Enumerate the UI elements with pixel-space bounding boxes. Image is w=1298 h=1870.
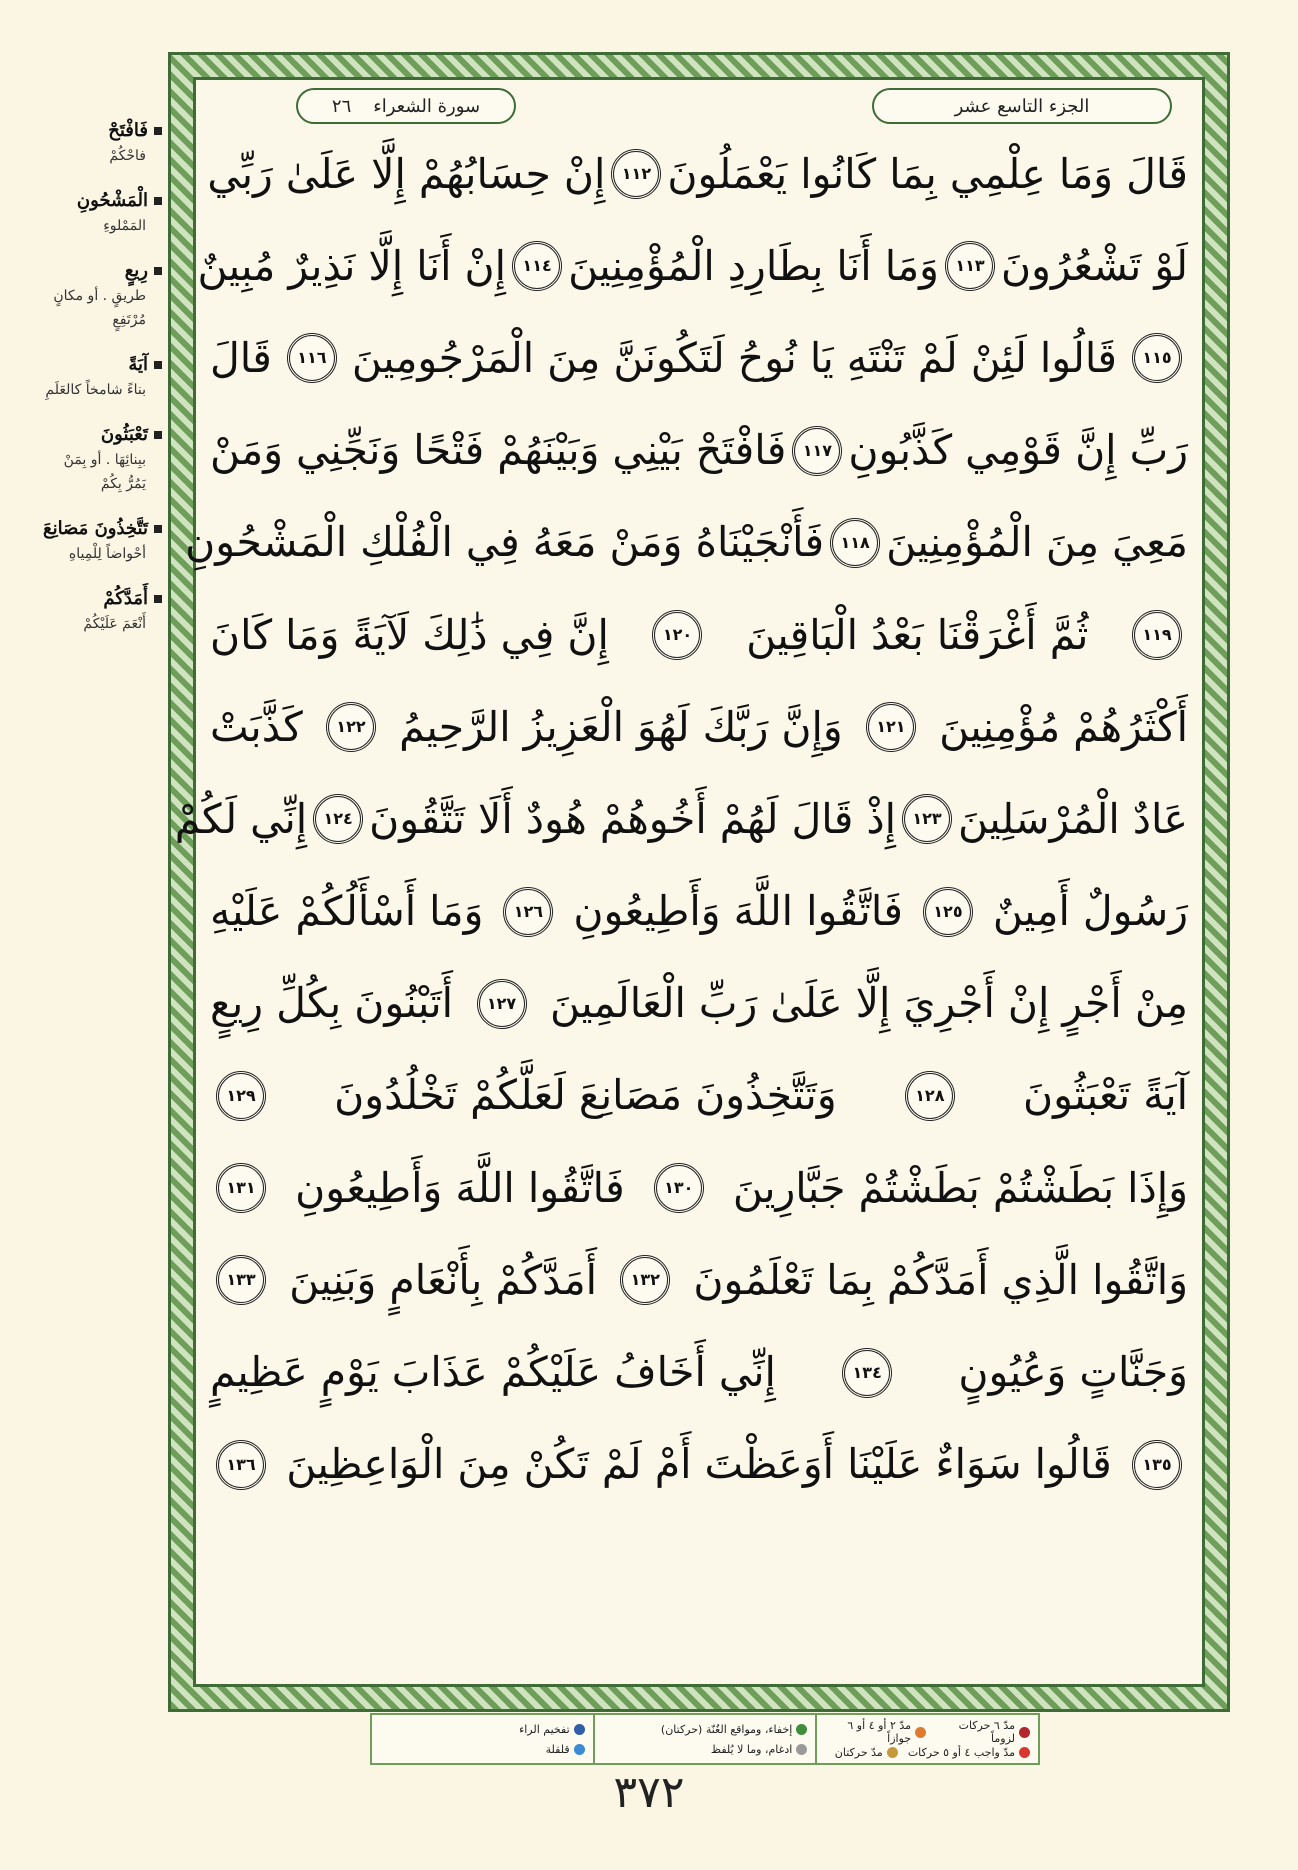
verse-text: إِنَّ فِي ذَٰلِكَ لَآيَةً وَمَا كَانَ — [210, 610, 609, 659]
surah-label — [296, 88, 516, 124]
glossary-entry — [40, 352, 162, 402]
quran-text — [174, 128, 1188, 1658]
glossary-definition: فاحْكُمْ — [109, 148, 146, 164]
legend-row — [603, 1723, 808, 1736]
legend-item — [546, 1743, 585, 1756]
color-dot-icon — [574, 1744, 585, 1755]
verse-text: مِنْ أَجْرٍ إِنْ أَجْرِيَ إِلَّا عَلَىٰ رَبِّ الْعَالَمِينَ — [549, 979, 1188, 1028]
surah-name: سورة الشعراء — [373, 95, 481, 117]
margin-glossary — [40, 118, 162, 656]
verse-text: قَالَ وَمَا عِلْمِي بِمَا كَانُوا يَعْمَلُونَ — [667, 149, 1188, 198]
page-number: ٣٧٢ — [613, 1767, 685, 1818]
verse-text: مَعِيَ مِنَ الْمُؤْمِنِينَ — [886, 518, 1188, 567]
legend-row — [825, 1746, 1030, 1759]
juz-text: الجزء التاسع عشر — [954, 95, 1090, 117]
verse-text: أَكْثَرُهُمْ مُؤْمِنِينَ — [939, 702, 1188, 751]
ayah-number-marker: ١٣٣ — [216, 1255, 266, 1305]
square-bullet-icon — [154, 595, 162, 603]
legend-item — [835, 1746, 898, 1759]
surah-number: ٢٦ — [331, 95, 352, 117]
legend-item — [825, 1719, 926, 1745]
verse-text: إِنْ أَنَا إِلَّا نَذِيرٌ مُبِينٌ — [197, 241, 507, 290]
legend-column-ghunna — [593, 1715, 816, 1763]
ayah-number-marker: ١١٤ — [512, 241, 562, 291]
ayah-number-marker: ١١٨ — [830, 518, 880, 568]
glossary-entry — [40, 516, 162, 566]
text-line — [174, 773, 1188, 865]
glossary-definition: أَنْعَمَ عَلَيْكُمْ — [83, 616, 146, 632]
ayah-number-marker: ١٣٠ — [654, 1163, 704, 1213]
ayah-number-marker: ١٢٠ — [652, 610, 702, 660]
verse-text: وَجَنَّاتٍ وَعُيُونٍ — [958, 1348, 1188, 1397]
legend-label: ادغام، وما لا يُلفظ — [710, 1742, 793, 1756]
verse-text: قَالَ — [210, 333, 272, 382]
legend-label: مدّ واجب ٤ أو ٥ حركات — [907, 1745, 1015, 1759]
legend-item — [661, 1723, 807, 1736]
ayah-number-marker: ١٢٤ — [313, 794, 363, 844]
verse-text: ثُمَّ أَغْرَقْنَا بَعْدُ الْبَاقِينَ — [746, 610, 1089, 659]
glossary-word — [40, 118, 162, 144]
ayah-number-marker: ١١٩ — [1132, 610, 1182, 660]
ayah-number-marker: ١٢٥ — [923, 887, 973, 937]
glossary-entry — [40, 586, 162, 636]
ayah-number-marker: ١٣٦ — [216, 1440, 266, 1490]
text-line — [210, 312, 1188, 404]
ayah-number-marker: ١١٣ — [945, 241, 995, 291]
text-line — [210, 681, 1188, 773]
text-line — [210, 866, 1188, 958]
tajweed-legend — [370, 1713, 1040, 1765]
legend-label: إخفاء، ومواقع الغُنّة (حركتان) — [660, 1722, 793, 1736]
text-line — [210, 589, 1188, 681]
ayah-number-marker: ١١٥ — [1132, 333, 1182, 383]
verse-text: وَتَتَّخِذُونَ مَصَانِعَ لَعَلَّكُمْ تَخْلُدُونَ — [334, 1071, 837, 1120]
verse-text: إِذْ قَالَ لَهُمْ أَخُوهُمْ هُودٌ أَلَا تَتَّقُونَ — [369, 794, 897, 843]
glossary-word-text: الْمَشْحُونِ — [76, 190, 148, 211]
verse-text: إِنْ حِسَابُهُمْ إِلَّا عَلَىٰ رَبِّي — [207, 149, 606, 198]
verse-text: فَاتَّقُوا اللَّهَ وَأَطِيعُونِ — [295, 1163, 625, 1212]
color-dot-icon — [796, 1744, 807, 1755]
glossary-word-text: أَمَدَّكُمْ — [103, 588, 148, 609]
legend-item — [936, 1719, 1030, 1745]
text-line — [210, 1234, 1188, 1326]
verse-text: عَادٌ الْمُرْسَلِينَ — [958, 794, 1188, 843]
ayah-number-marker: ١٢٩ — [216, 1071, 266, 1121]
glossary-word — [40, 586, 162, 612]
ayah-number-marker: ١٣٥ — [1132, 1440, 1182, 1490]
ayah-number-marker: ١٣١ — [216, 1163, 266, 1213]
text-line — [185, 497, 1188, 589]
legend-row — [825, 1719, 1030, 1745]
ayah-number-marker: ١٢٢ — [326, 702, 376, 752]
ayah-number-marker: ١١٢ — [611, 149, 661, 199]
square-bullet-icon — [154, 525, 162, 533]
text-line — [207, 128, 1188, 220]
color-dot-icon — [574, 1724, 585, 1735]
verse-text: فَأَنْجَيْنَاهُ وَمَنْ مَعَهُ فِي الْفُلْكِ الْمَشْحُونِ — [185, 518, 825, 567]
glossary-definition: المَمْلوءِ — [103, 218, 146, 234]
ayah-number-marker: ١٢٧ — [477, 979, 527, 1029]
legend-label: مدّ ٦ حركات لزوماً — [958, 1719, 1015, 1746]
verse-text: قَالُوا لَئِنْ لَمْ تَنْتَهِ يَا نُوحُ لَتَكُونَنَّ مِنَ الْمَرْجُومِينَ — [351, 333, 1118, 382]
legend-row — [603, 1743, 808, 1756]
color-dot-icon — [887, 1747, 898, 1758]
verse-text: قَالُوا سَوَاءٌ عَلَيْنَا أَوَعَظْتَ أَمْ لَمْ تَكُنْ مِنَ الْوَاعِظِينَ — [286, 1440, 1112, 1489]
legend-label: تفخيم الراء — [519, 1722, 570, 1736]
ayah-number-marker: ١١٧ — [792, 426, 842, 476]
glossary-word-text: تَعْبَثُونَ — [100, 424, 148, 445]
ayah-number-marker: ١٢٣ — [902, 794, 952, 844]
glossary-definition: ببِنائِهَا . أو بِمَنْ يَمُرُّ بِكُمْ — [63, 452, 146, 492]
text-line — [210, 1050, 1188, 1142]
legend-row — [380, 1723, 585, 1736]
glossary-entry — [40, 258, 162, 332]
legend-item — [908, 1746, 1030, 1759]
glossary-definition: طريقٍ . أو مكانٍ مُرْتَفِعٍ — [53, 288, 146, 328]
glossary-entry — [40, 188, 162, 238]
square-bullet-icon — [154, 197, 162, 205]
verse-text: أَتَبْنُونَ بِكُلِّ رِيعٍ — [210, 979, 454, 1028]
glossary-entry — [40, 422, 162, 496]
verse-text: وَمَا أَنَا بِطَارِدِ الْمُؤْمِنِينَ — [568, 241, 939, 290]
ayah-number-marker: ١٢٨ — [905, 1071, 955, 1121]
glossary-word — [40, 352, 162, 378]
legend-column-madd — [815, 1715, 1038, 1763]
verse-text: رَسُولٌ أَمِينٌ — [992, 887, 1188, 936]
color-dot-icon — [1019, 1747, 1030, 1758]
verse-text: كَذَّبَتْ — [210, 702, 303, 751]
ayah-number-marker: ١٣٢ — [620, 1255, 670, 1305]
glossary-word — [40, 258, 162, 284]
glossary-word-text: فَافْتَحْ — [108, 120, 148, 141]
legend-label: مدّ حركتان — [834, 1745, 883, 1759]
glossary-definition: أحْواضاً لِلْمِياهِ — [68, 546, 146, 562]
text-line — [210, 1419, 1188, 1511]
verse-text: فَافْتَحْ بَيْنِي وَبَيْنَهُمْ فَتْحًا وَنَجِّنِي وَمَنْ — [210, 426, 787, 475]
verse-text: وَاتَّقُوا الَّذِي أَمَدَّكُمْ بِمَا تَعْلَمُونَ — [693, 1255, 1188, 1304]
legend-label: قلقلة — [545, 1742, 570, 1756]
legend-item — [711, 1743, 807, 1756]
text-line — [210, 958, 1188, 1050]
text-line — [210, 1142, 1188, 1234]
ayah-number-marker: ١١٦ — [287, 333, 337, 383]
verse-text: وَإِذَا بَطَشْتُمْ بَطَشْتُمْ جَبَّارِينَ — [732, 1163, 1188, 1212]
glossary-entry — [40, 118, 162, 168]
ayah-number-marker: ١٢٦ — [503, 887, 553, 937]
verse-text: وَمَا أَسْأَلُكُمْ عَلَيْهِ — [210, 887, 484, 936]
verse-text: فَاتَّقُوا اللَّهَ وَأَطِيعُونِ — [573, 887, 903, 936]
legend-item — [519, 1723, 585, 1736]
glossary-word — [40, 188, 162, 214]
glossary-word — [40, 516, 162, 542]
verse-text: رَبِّ إِنَّ قَوْمِي كَذَّبُونِ — [848, 426, 1188, 475]
verse-text: لَوْ تَشْعُرُونَ — [1000, 241, 1188, 290]
text-line — [210, 405, 1188, 497]
square-bullet-icon — [154, 361, 162, 369]
color-dot-icon — [796, 1724, 807, 1735]
legend-label: مدّ ٢ أو ٤ أو ٦ جوازاً — [847, 1719, 912, 1746]
square-bullet-icon — [154, 267, 162, 275]
ayah-number-marker: ١٢١ — [866, 702, 916, 752]
square-bullet-icon — [154, 127, 162, 135]
verse-text: إِنِّي لَكُمْ — [174, 794, 308, 843]
square-bullet-icon — [154, 431, 162, 439]
glossary-word-text: رِيعٍ — [124, 260, 148, 281]
juz-label — [872, 88, 1172, 124]
glossary-definition: بناءً شامخاً كالعَلَمِ — [45, 382, 146, 398]
verse-text: إِنِّي أَخَافُ عَلَيْكُمْ عَذَابَ يَوْمٍ عَظِيمٍ — [210, 1348, 776, 1397]
legend-column-tafkhim — [372, 1715, 593, 1763]
color-dot-icon — [915, 1727, 926, 1738]
text-line — [197, 220, 1188, 312]
glossary-word — [40, 422, 162, 448]
verse-text: أَمَدَّكُمْ بِأَنْعَامٍ وَبَنِينَ — [289, 1255, 598, 1304]
legend-row — [380, 1743, 585, 1756]
color-dot-icon — [1019, 1727, 1030, 1738]
glossary-word-text: آيَةً — [128, 354, 148, 375]
verse-text: وَإِنَّ رَبَّكَ لَهُوَ الْعَزِيزُ الرَّحِيمُ — [399, 702, 843, 751]
verse-text: آيَةً تَعْبَثُونَ — [1022, 1071, 1188, 1120]
glossary-word-text: تَتَّخِذُونَ مَصَانِعَ — [42, 518, 148, 539]
text-line — [210, 1326, 1188, 1418]
ayah-number-marker: ١٣٤ — [842, 1348, 892, 1398]
